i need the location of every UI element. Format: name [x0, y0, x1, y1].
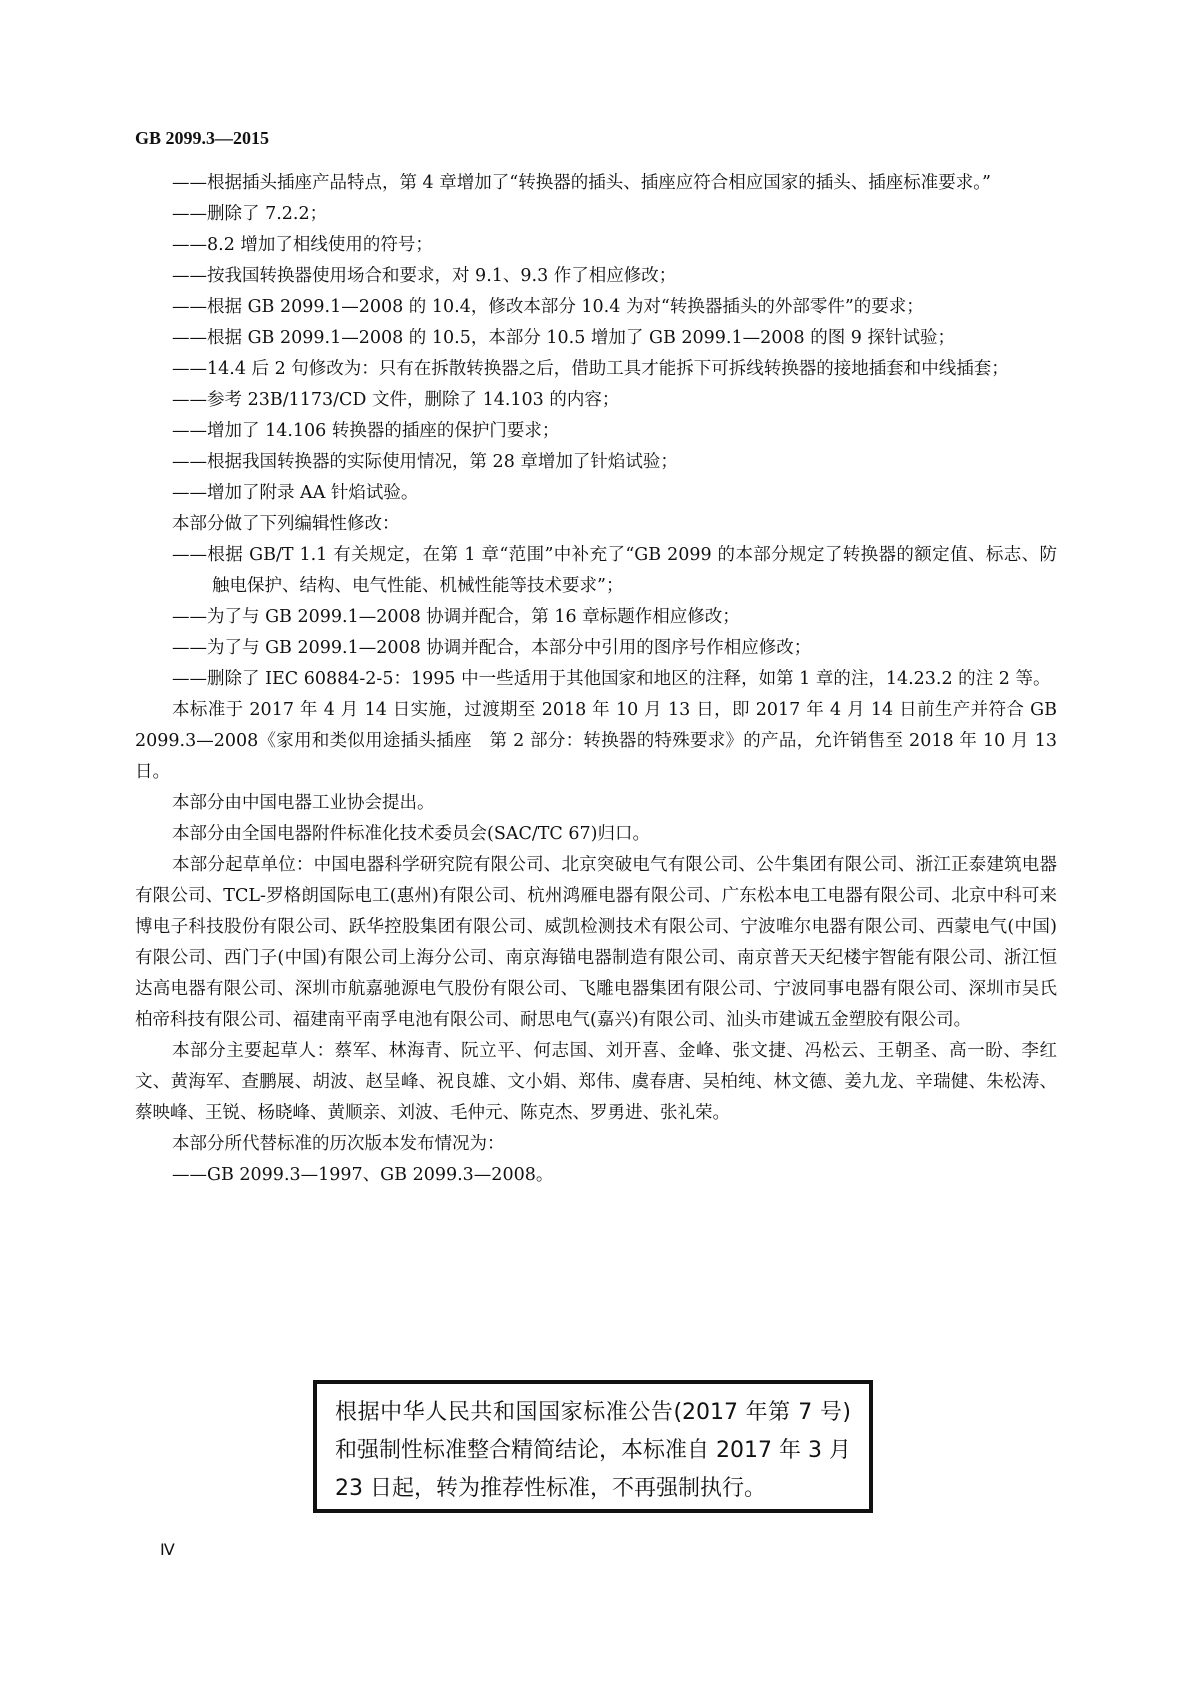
paragraph: 本部分主要起草人：蔡军、林海青、阮立平、何志国、刘开喜、金峰、张文捷、冯松云、王朝圣、高一盼、李红文、黄海军、查鹏展、胡波、赵呈峰、祝良雄、文小娟、郑伟、虞春唐、吴柏纯、林文德、姜九龙、辛瑞健、朱松涛、蔡映峰、王锐、杨晓峰、黄顺亲、刘波、毛仲元、陈克杰、罗勇进、张礼荣。	[135, 1041, 1057, 1123]
list-item: ——根据 GB 2099.1—2008 的 10.4，修改本部分 10.4 为对“转换器插头的外部零件”的要求；	[172, 297, 924, 317]
paragraph: 本部分由中国电器工业协会提出。	[172, 793, 435, 813]
list-item: ——增加了 14.106 转换器的插座的保护门要求；	[172, 421, 560, 441]
list-item: ——增加了附录 AA 针焰试验。	[172, 483, 419, 503]
document-body	[135, 168, 1057, 1191]
list-item: ——8.2 增加了相线使用的符号；	[172, 235, 433, 255]
paragraph: 本标准于 2017 年 4 月 14 日实施，过渡期至 2018 年 10 月 13 日，即 2017 年 4 月 14 日前生产并符合 GB 2099.3—2008《家用和类似用途插头插座 第 2 部分：转换器的特殊要求》的产品，允许销售至 2018 年 10 月 13 日。	[135, 700, 1057, 782]
list-item: ——按我国转换器使用场合和要求，对 9.1、9.3 作了相应修改；	[172, 266, 677, 286]
list-item: ——为了与 GB 2099.1—2008 协调并配合，本部分中引用的图序号作相应修改；	[172, 638, 812, 658]
list-item: ——GB 2099.3—1997、GB 2099.3—2008。	[172, 1165, 554, 1185]
page-number: Ⅳ	[160, 1542, 175, 1559]
list-item: ——14.4 后 2 句修改为：只有在拆散转换器之后，借助工具才能拆下可拆线转换器的接地插套和中线插套；	[172, 359, 1009, 379]
list-item: ——删除了 7.2.2；	[172, 204, 328, 224]
list-item: ——删除了 IEC 60884-2-5：1995 中一些适用于其他国家和地区的注释，如第 1 章的注，14.23.2 的注 2 等。	[172, 669, 1051, 689]
list-item: ——根据我国转换器的实际使用情况，第 28 章增加了针焰试验；	[172, 452, 678, 472]
paragraph: 本部分所代替标准的历次版本发布情况为：	[172, 1134, 505, 1154]
paragraph: 本部分做了下列编辑性修改：	[172, 514, 400, 534]
list-item: ——根据 GB/T 1.1 有关规定，在第 1 章“范围”中补充了“GB 2099 的本部分规定了转换器的额定值、标志、防触电保护、结构、电气性能、机械性能等技术要求”；	[172, 545, 1057, 596]
list-item: ——根据 GB 2099.1—2008 的 10.5，本部分 10.5 增加了 GB 2099.1—2008 的图 9 探针试验；	[172, 328, 955, 348]
notice-box	[313, 1380, 873, 1513]
list-item: ——为了与 GB 2099.1—2008 协调并配合，第 16 章标题作相应修改；	[172, 607, 740, 627]
paragraph: 本部分由全国电器附件标准化技术委员会(SAC/TC 67)归口。	[172, 824, 650, 844]
list-item: ——参考 23B/1173/CD 文件，删除了 14.103 的内容；	[172, 390, 620, 410]
notice-text: 根据中华人民共和国国家标准公告(2017 年第 7 号)和强制性标准整合精简结论，本标准自 2017 年 3 月 23 日起，转为推荐性标准，不再强制执行。	[335, 1400, 851, 1501]
paragraph: 本部分起草单位：中国电器科学研究院有限公司、北京突破电气有限公司、公牛集团有限公司、浙江正泰建筑电器有限公司、TCL-罗格朗国际电工(惠州)有限公司、杭州鸿雁电器有限公司、广东松本电工电器有限公司、北京中科可来博电子科技股份有限公司、跃华控股集团有限公司、威凯检测技术有限公司、宁波唯尔电器有限公司、西蒙电气(中国)有限公司、西门子(中国)有限公司上海分公司、南京海锚电器制造有限公司、南京普天天纪楼宇智能有限公司、浙江恒达高电器有限公司、深圳市航嘉驰源电气股份有限公司、飞雕电器集团有限公司、宁波同事电器有限公司、深圳市吴氏柏帝科技有限公司、福建南平南孚电池有限公司、耐思电气(嘉兴)有限公司、汕头市建诚五金塑胶有限公司。	[135, 855, 1057, 1030]
list-item: ——根据插头插座产品特点，第 4 章增加了“转换器的插头、插座应符合相应国家的插头、插座标准要求。”	[172, 173, 991, 193]
page-header	[135, 128, 269, 149]
document-id: GB 2099.3—2015	[135, 128, 270, 148]
